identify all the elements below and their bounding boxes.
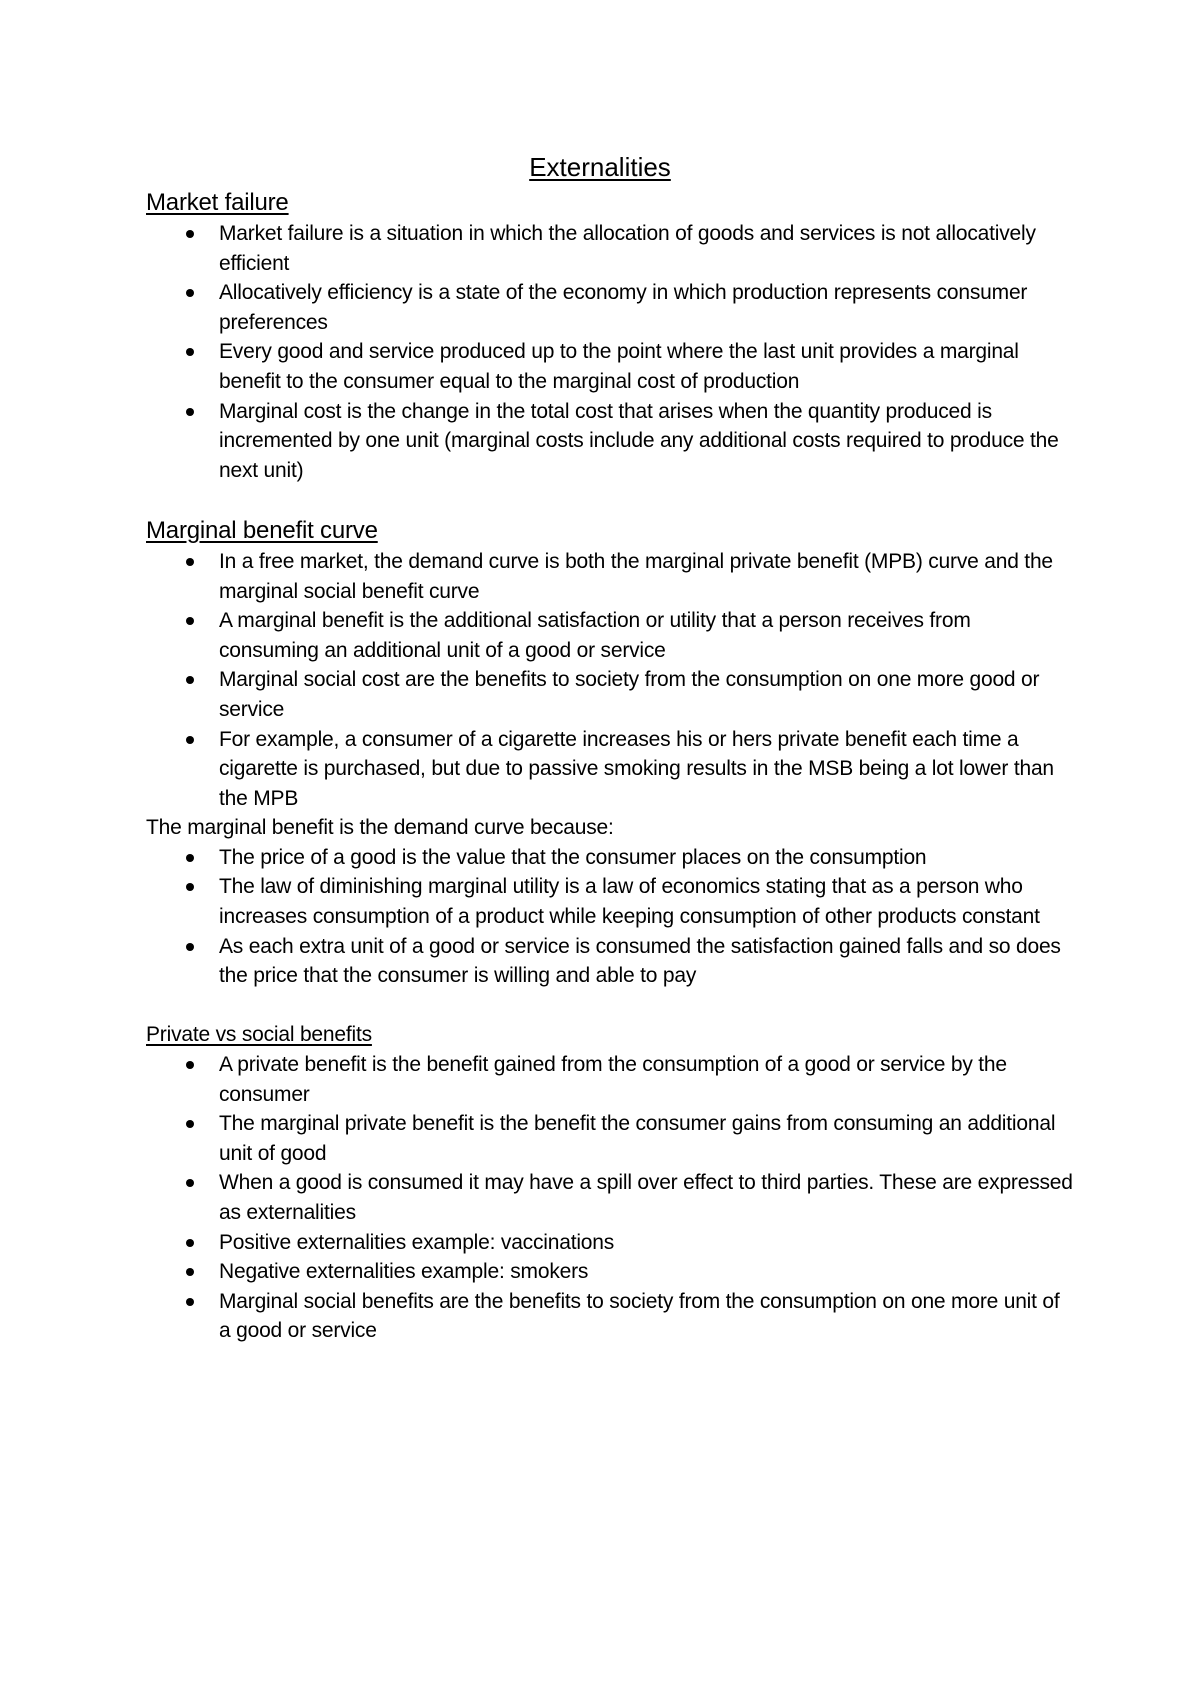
list-item: The law of diminishing marginal utility is a law of economics stating that as a person who increases consumption of a product while keeping consumption of other products constant — [146, 872, 1076, 931]
bullet-icon — [186, 854, 194, 862]
bullet-icon — [186, 1239, 194, 1247]
list-item: A marginal benefit is the additional satisfaction or utility that a person receives from consuming an additional unit of a good or service — [146, 606, 1076, 665]
demand-curve-intro: The marginal benefit is the demand curve because: — [146, 816, 614, 840]
bullet-icon — [186, 676, 194, 684]
document-body — [146, 187, 1076, 1346]
list-item: For example, a consumer of a cigarette increases his or hers private benefit each time a cigarette is purchased, but due to passive smoking results in the MSB being a lot lower than the MPB — [146, 725, 1076, 814]
bullet-icon — [186, 1061, 194, 1069]
section-heading-private-vs-social: Private vs social benefits — [146, 1023, 372, 1047]
bullet-icon — [186, 408, 194, 416]
bullet-icon — [186, 230, 194, 238]
private-vs-social-list — [146, 1050, 1076, 1346]
demand-curve-reasons-list — [146, 843, 1076, 991]
bullet-icon — [186, 943, 194, 951]
section-heading-market-failure: Market failure — [146, 189, 289, 216]
section-heading-marginal-benefit-curve: Marginal benefit curve — [146, 516, 378, 544]
blank-line — [146, 485, 1076, 515]
bullet-icon — [186, 883, 194, 891]
blank-line — [146, 991, 1076, 1021]
bullet-icon — [186, 1298, 194, 1306]
market-failure-list — [146, 219, 1076, 485]
document-title: Externalities — [529, 152, 671, 182]
list-item: When a good is consumed it may have a spill over effect to third parties. These are expressed as externalities — [146, 1168, 1076, 1227]
list-item: In a free market, the demand curve is both the marginal private benefit (MPB) curve and the marginal social benefit curve — [146, 547, 1076, 606]
list-item: Every good and service produced up to the point where the last unit provides a marginal benefit to the consumer equal to the marginal cost of production — [146, 337, 1076, 396]
bullet-icon — [186, 1120, 194, 1128]
bullet-icon — [186, 558, 194, 566]
list-item: Marginal social benefits are the benefits to society from the consumption on one more unit of a good or service — [146, 1287, 1076, 1346]
bullet-icon — [186, 736, 194, 744]
list-item: As each extra unit of a good or service is consumed the satisfaction gained falls and so does the price that the consumer is willing and able to pay — [146, 932, 1076, 991]
list-item: The marginal private benefit is the benefit the consumer gains from consuming an additional unit of good — [146, 1109, 1076, 1168]
list-item: Allocatively efficiency is a state of the economy in which production represents consumer preferences — [146, 278, 1076, 337]
list-item: A private benefit is the benefit gained from the consumption of a good or service by the consumer — [146, 1050, 1076, 1109]
bullet-icon — [186, 348, 194, 356]
marginal-benefit-list — [146, 547, 1076, 813]
list-item: Marginal social cost are the benefits to society from the consumption on one more good or service — [146, 665, 1076, 724]
bullet-icon — [186, 289, 194, 297]
list-item: Positive externalities example: vaccinations — [146, 1228, 1076, 1258]
list-item: The price of a good is the value that the consumer places on the consumption — [146, 843, 1076, 873]
list-item: Market failure is a situation in which the allocation of goods and services is not allocatively efficient — [146, 219, 1076, 278]
list-item: Marginal cost is the change in the total cost that arises when the quantity produced is incremented by one unit (marginal costs include any additional costs required to produce the next unit) — [146, 397, 1076, 486]
bullet-icon — [186, 1179, 194, 1187]
list-item: Negative externalities example: smokers — [146, 1257, 1076, 1287]
bullet-icon — [186, 617, 194, 625]
bullet-icon — [186, 1268, 194, 1276]
